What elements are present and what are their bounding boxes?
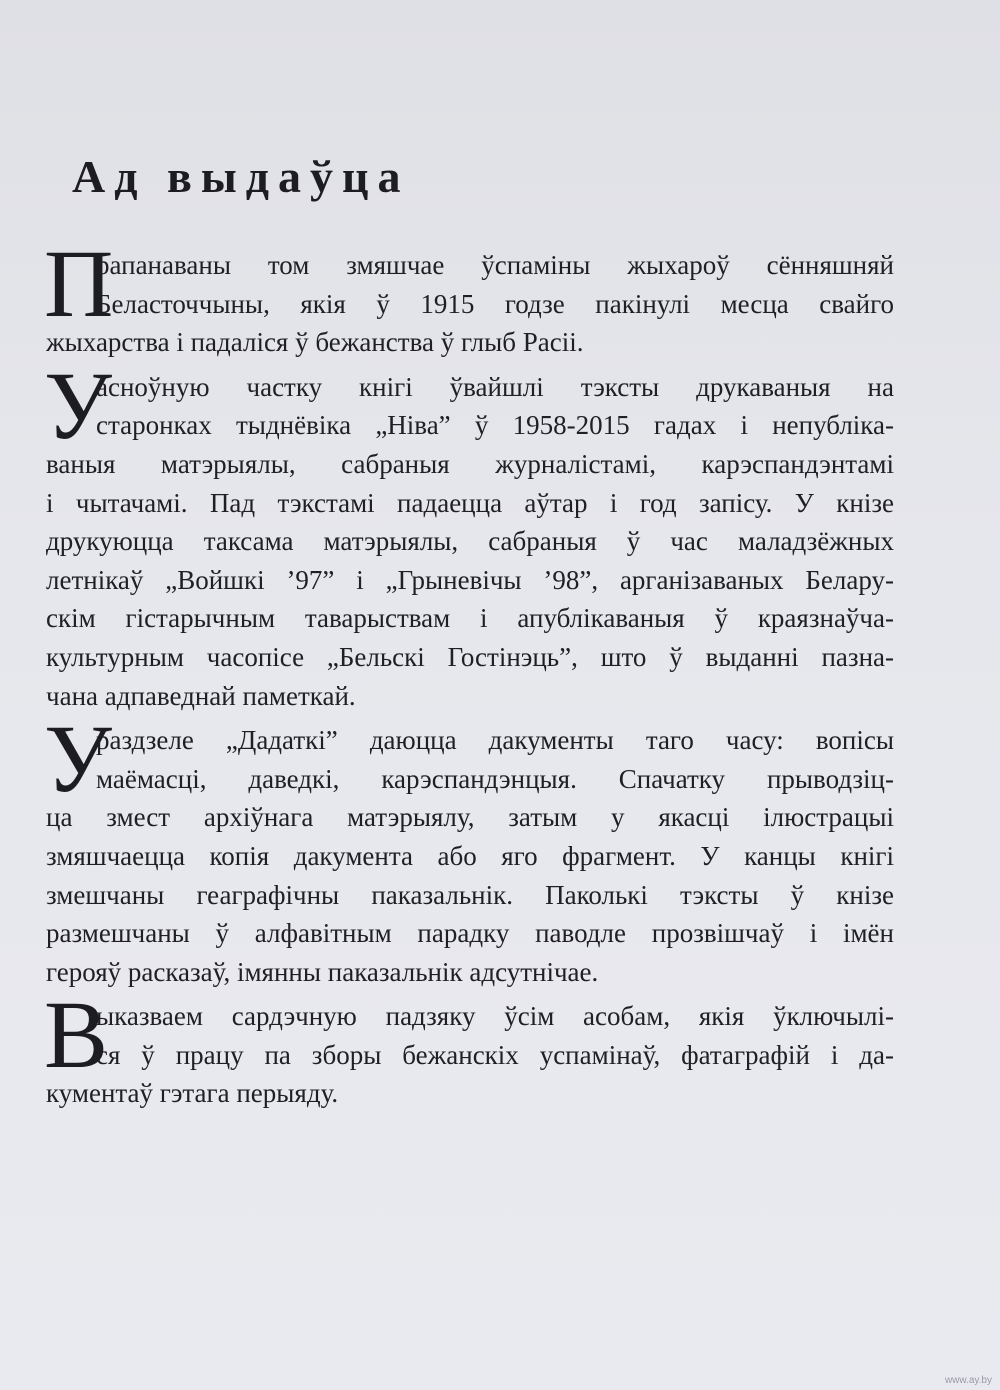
text-line: ца змест архіўнага матэрыялу, затым у якасці ілюстрацыі	[46, 802, 894, 833]
paragraph-2	[44, 351, 894, 715]
text-line: і чытачамі. Пад тэкстамі падаецца аўтар і год запісу. У кнізе	[46, 487, 894, 518]
text-line: ваныя матэрыялы, сабраныя журналістамі, карэспандэнтамі	[46, 448, 894, 479]
text-line: змяшчаецца копія дакумента або яго фрагмент. У канцы кнігі	[46, 840, 894, 871]
text-line: ся ў працу па зборы бежанскіх успамінаў, фатаграфій і да-	[96, 1039, 894, 1070]
text-line: рапанаваны том змяшчае ўспаміны жыхароў сённяшняй	[96, 250, 894, 280]
page-heading: Ад выдаўца	[72, 151, 410, 202]
drop-cap: У	[44, 705, 112, 813]
text-line: маёмасці, даведкі, карэспандэнцыя. Спачатку прыводзіц-	[96, 763, 894, 794]
text-line: скім гістарычным таварыствам і апублікаваныя ў краязнаўча-	[46, 603, 894, 634]
text-line: асноўную частку кнігі ўвайшлі тэксты друкаваныя на	[96, 371, 894, 402]
drop-cap: П	[44, 230, 114, 337]
text-line: жыхарства і падаліся ў бежанства ў глыб Расіі.	[46, 327, 584, 358]
watermark: www.ay.by	[944, 1375, 992, 1386]
text-line: змешчаны геаграфічны паказальнік. Паколькі тэксты ў кнізе	[46, 879, 894, 910]
text-line: летнікаў „Войшкі ’97” і „Грыневічы ’98”, арганізаваных Белару-	[46, 564, 894, 595]
text-line: герояў расказаў, імянны паказальнік адсутнічае.	[46, 956, 599, 987]
text-line: культурным часопісе „Бельскі Гостінэць”, што ў выданні пазна-	[46, 641, 894, 672]
paragraph-1	[44, 230, 894, 362]
text-line: размешчаны ў алфавітным парадку паводле прозвішчаў і імён	[46, 918, 894, 949]
text-line: друкуюцца таксама матэрыялы, сабраныя ў час маладзёжных	[46, 526, 894, 557]
drop-cap: У	[44, 351, 112, 459]
text-line: кументаў гэтага перыяду.	[46, 1078, 339, 1109]
text-line: Беласточчыны, якія ў 1915 годзе пакінулі месца свайго	[96, 288, 894, 319]
paragraph-3	[44, 705, 894, 991]
paragraph-4	[44, 981, 894, 1113]
drop-cap: В	[44, 981, 109, 1089]
text-line: ыказваем сардэчную падзяку ўсім асобам, якія ўключылі-	[96, 1001, 894, 1032]
body-text	[44, 230, 894, 1119]
text-line: чана адпаведнай паметкай.	[46, 680, 356, 711]
text-line: раздзеле „Дадаткі” даюцца дакументы таго часу: вопісы	[96, 725, 894, 756]
text-line: старонках тыднёвіка „Ніва” ў 1958-2015 гадах і непубліка-	[96, 410, 894, 441]
